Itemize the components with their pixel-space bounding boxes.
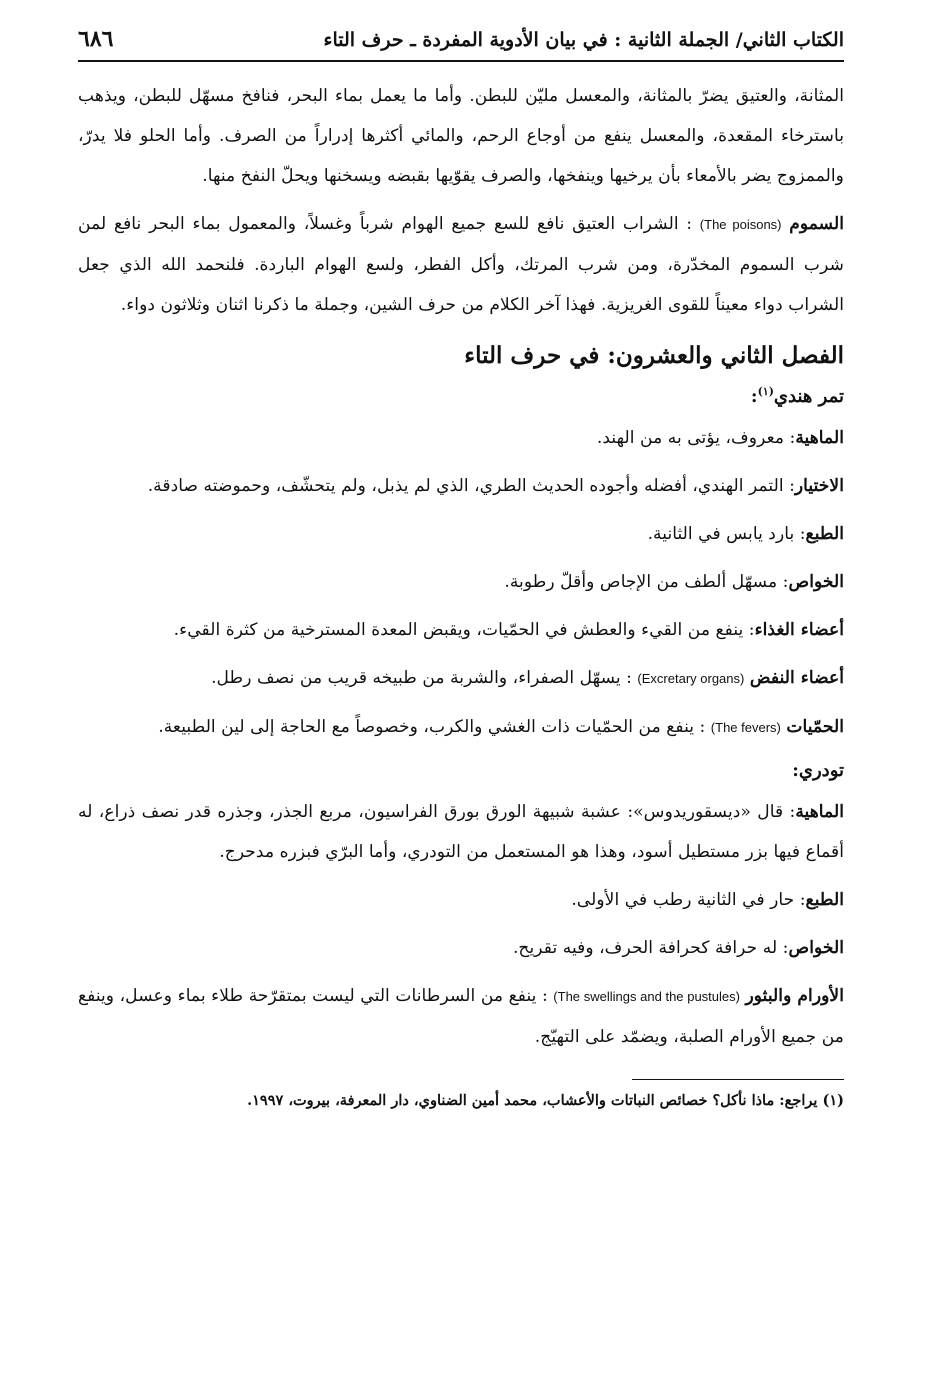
footnote	[78, 1088, 844, 1114]
text-tab-2: : حار في الثانية رطب في الأولى.	[571, 890, 806, 910]
footnote-reference: (١)	[757, 385, 774, 398]
chapter-title: الفصل الثاني والعشرون: في حرف التاء	[464, 342, 844, 369]
paragraph-ikhtiyar	[78, 466, 844, 506]
footnote-text: يراجع: ماذا نأكل؟ خصائص النباتات والأعشاب، محمد أمين الضناوي، دار المعرفة، بيروت، ١٩٩٧.	[247, 1092, 818, 1109]
english-gloss-swellings: (The swellings and the pustules)	[553, 989, 740, 1004]
term-tab-2: الطبع	[805, 890, 844, 910]
paragraph-tab-2	[78, 880, 844, 920]
term-khawas-2: الخواص	[788, 938, 844, 958]
paragraph-khawas-2	[78, 928, 844, 968]
paragraph-khawas-1	[78, 562, 844, 602]
paragraph-mahiya-2	[78, 792, 844, 872]
text-ghidha: : ينفع من القيء والعطش في الحمّيات، ويقبض المعدة المسترخية من كثرة القيء.	[173, 620, 755, 640]
paragraph-awram	[78, 976, 844, 1057]
entry-title-text: تمر هندي	[773, 386, 844, 407]
paragraph-tab-1	[78, 514, 844, 554]
paragraph-nafd	[78, 658, 844, 699]
english-gloss-fevers: (The fevers)	[710, 720, 781, 735]
text-tab: : بارد يابس في الثانية.	[647, 524, 806, 544]
text-khawas-2: : له حرافة كحرافة الحرف، وفيه تقريح.	[512, 938, 789, 958]
text-mahiya: : معروف، يؤتى به من الهند.	[596, 428, 796, 448]
english-gloss-poisons: (The poisons)	[699, 217, 782, 232]
text-poisons: : الشراب العتيق نافع للسع جميع الهوام شرباً وغسلاً، والمعمول بماء البحر نافع لمن شرب السموم المخدّرة، ومن شرب المرتك، وأكل الفطر، ولسع الهوام الباردة. فلنحمد الله الذي جعل الشراب دواء معيناً للقوى الغريزية. فهذا آخر الكلام من حرف الشين، وجملة ما ذكرنا اثنان وثلاثون دواء.	[78, 214, 844, 315]
entry-title-colon: :	[750, 386, 758, 407]
paragraph-poisons	[78, 204, 844, 325]
term-nafd: أعضاء النفض	[749, 668, 844, 688]
text-awram: : ينفع من السرطانات التي ليست بمتقرّحة طلاء بماء وعسل، وينفع من جميع الأورام الصلبة، ويضمّد على التهيّج.	[78, 986, 844, 1047]
text-mahiya-2: : قال «ديسقوريدوس»: عشبة شبيهة الورق بورق الفراسيون، مربع الجذر، وجذره قدر نصف ذراع، له أقماع فيها بزر مستطيل أسود، وهذا هو المستعمل من التودري، وأما البرّي فبزره مدحرج.	[78, 802, 844, 862]
text-ikhtiyar: : التمر الهندي، أفضله وأجوده الحديث الطري، الذي لم يذبل، ولم يتحشّف، وحموضته صادقة.	[147, 476, 795, 496]
text-khawas: : مسهّل ألطف من الإجاص وأقلّ رطوبة.	[504, 572, 789, 592]
paragraph-ghidha	[78, 610, 844, 650]
footnote-marker: (١)	[822, 1092, 844, 1109]
entry-title-tudri: تودري:	[792, 760, 844, 781]
term-awram: الأورام والبثور	[745, 986, 844, 1006]
page-number: ٦٨٦	[78, 26, 114, 52]
paragraph-mahiya-1	[78, 418, 844, 458]
term-tab: الطبع	[805, 524, 844, 544]
text-hummayat: : ينفع من الحمّيات ذات الغشي والكرب، وخصوصاً مع الحاجة إلى لين الطبيعة.	[158, 717, 706, 737]
term-hummayat: الحمّيات	[786, 717, 844, 737]
term-khawas: الخواص	[788, 572, 844, 592]
running-header	[78, 26, 844, 62]
term-ghidha: أعضاء الغذاء	[754, 620, 844, 640]
page	[78, 26, 844, 1114]
term-poisons: السموم	[789, 214, 845, 234]
term-ikhtiyar: الاختيار	[794, 476, 844, 496]
running-title: الكتاب الثاني/ الجملة الثانية : في بيان الأدوية المفردة ـ حرف التاء	[323, 29, 844, 51]
term-mahiya-2: الماهية	[795, 802, 844, 822]
text-nafd: : يسهّل الصفراء، والشربة من طبيخه قريب من نصف رطل.	[211, 668, 632, 688]
term-mahiya: الماهية	[795, 428, 844, 448]
paragraph-bladder: المثانة، والعتيق يضرّ بالمثانة، والمعسل مليّن للبطن. وأما ما يعمل بماء البحر، فنافخ مسهّل للبطن، ويذهب باسترخاء المقعدة، والمعسل ينفع من أوجاع الرحم، والمائي أكثرها إدراراً من الصرف. وأما الحلو فلا يدرّ، والممزوج يضر بالأمعاء بأن يرخيها وينفخها، والصرف يقوّيها بقبضه ويسخنها ويحلّ النفخ منها.	[78, 86, 844, 186]
paragraph-hummayat	[78, 707, 844, 748]
entry-title-tamarind	[78, 377, 844, 412]
english-gloss-excretary: (Excretary organs)	[637, 671, 745, 686]
footnote-divider	[632, 1079, 844, 1080]
